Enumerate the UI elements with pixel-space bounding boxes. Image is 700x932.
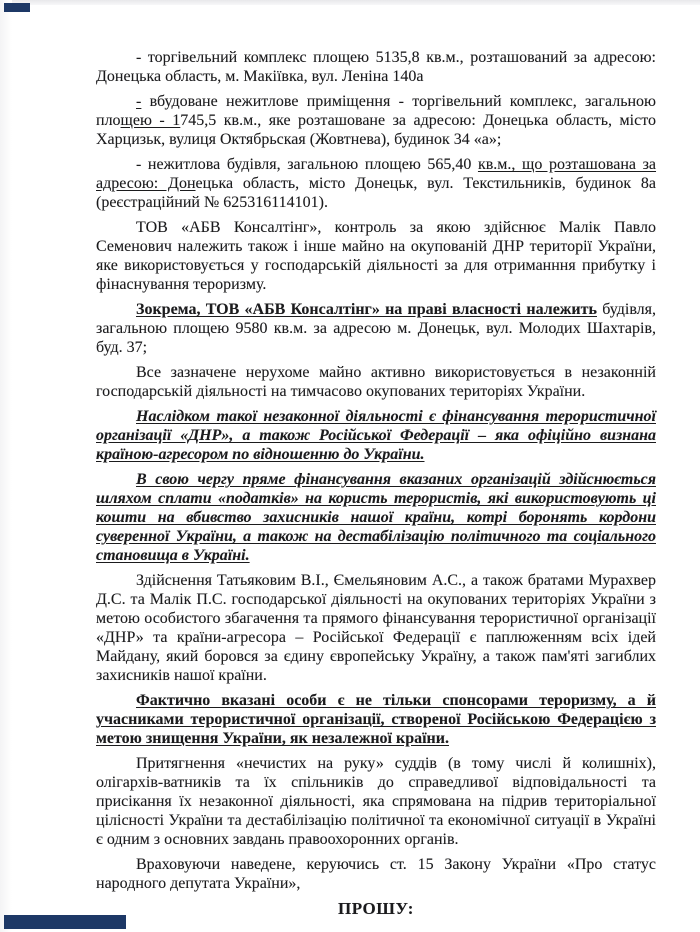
paragraph-sponsors-of-terrorism (96, 691, 656, 748)
navy-redaction-mark-top (4, 3, 30, 12)
text-run: Враховуючи наведене, керуючись ст. 15 Закону України «Про статус народного депутата України», (96, 856, 656, 892)
text-run: - (136, 93, 142, 110)
paragraph-consequence-financing (96, 407, 656, 464)
page-top-edge-band (0, 0, 700, 5)
paragraph-legal-basis (96, 855, 656, 893)
paragraph-abv-consulting-control (96, 218, 656, 294)
page-left-edge-shading (0, 0, 12, 932)
text-run: В свою чергу пряме фінансування вказаних організацій здійснюється шляхом сплати «податків» на користь терористів, які використовують ці кошти на вбивство захисників нашої країни, котрі боронять кордони суверенної України, а також на дестабілізацію політичного та соціального становища в Україні. (96, 471, 656, 564)
paragraph-abv-consulting-ownership (96, 300, 656, 357)
text-run: ПРОШУ: (338, 899, 414, 918)
text-run: Наслідком такої незаконної діяльності є фінансування терористичної організації «ДНР», а також Російської Федерації – яка офіційно визнана країною-агресором по відношенню до України. (96, 408, 656, 463)
text-run: Фактично вказані особи є не тільки спонсорами тероризму, а й учасниками терористичної організації, створеної Російською Федерацією з метою знищення України, як незалежної країни. (96, 692, 656, 747)
paragraph-trade-complex-makiivka (96, 48, 656, 86)
paragraph-property-illegal-use (96, 363, 656, 401)
text-run: Зокрема, ТОВ «АБВ Консалтінг» на праві власності належить (136, 301, 597, 318)
heading-proshu (96, 899, 656, 918)
text-run: Все зазначене нерухоме майно активно використовується в незаконній господарській діяльності на тимчасово окупованих територіях України. (96, 364, 656, 400)
text-run: ТОВ «АБВ Консалтінг», контроль за якою здійснює Малік Павло Семенович належить також і інше майно на окупованій ДНР території України, яке використовується у господарській діяльності за для отриманння прибутку і фінаснування тероризму. (96, 219, 656, 293)
document-body (96, 48, 656, 924)
text-run: - нежитлова будівля, загальною площею 565,40 (136, 156, 478, 173)
paragraph-direct-financing-taxes (96, 470, 656, 565)
text-run: будівля, загальною площею 9580 кв.м. за адресою м. Донецьк, вул. Молодих Шахтарів, буд. 37; (96, 301, 656, 356)
text-run: - торгівельний комплекс площею 5135,8 кв.м., розташований за адресою: Донецька область, м. Макіївка, вул. Леніна 140а (96, 49, 656, 85)
paragraph-builtin-premises-khartsyzk (96, 92, 656, 149)
text-run: щею - 1 (120, 112, 181, 129)
text-run: ецька область, місто Донецьк, вул. Текстильників, будинок 8а (реєстраційний № 625316114101). (96, 175, 656, 211)
text-run: Здійснення Татьяковим В.І., Ємельяновим А.С., а також братами Мурахвер Д.С. та Малік П.С. господарської діяльності на окупованих територіях України з метою особистого збагачення та прямого фінансування терористичної організації «ДНР» та країни-агресора – Російської Федерації є паплюженням всіх ідей Майдану, який боровся за єдину європейську Україну, а також пам'яті загиблих захисників нашої країни. (96, 572, 656, 684)
paragraph-nonresidential-building-donetsk (96, 155, 656, 212)
text-run: Притягнення «нечистих на руку» суддів (в тому числі й колишніх), олігархів-ватників та їх спільників до справедливої відповідальності та присікання їх незаконної діяльності, яка спрямована на підрив територіальної цілісності України та дестабілізацію політичної та економічної ситуації в Україні є одним з основних завдань правоохоронних органів. (96, 755, 656, 848)
text-run: 745,5 кв.м., яке розташоване за адресою: Донецька область, місто Харцизьк, вулиця Октябрьская (Жовтнева), будинок 34 «а»; (96, 112, 657, 148)
paragraph-persons-activity (96, 571, 656, 685)
paragraph-accountability (96, 754, 656, 849)
text-run: вбудоване нежитлове приміщення - торгівельний комплекс, загальною пло (96, 93, 656, 129)
text-run: кв.м., що розташована за адресою: Дон (96, 156, 657, 192)
